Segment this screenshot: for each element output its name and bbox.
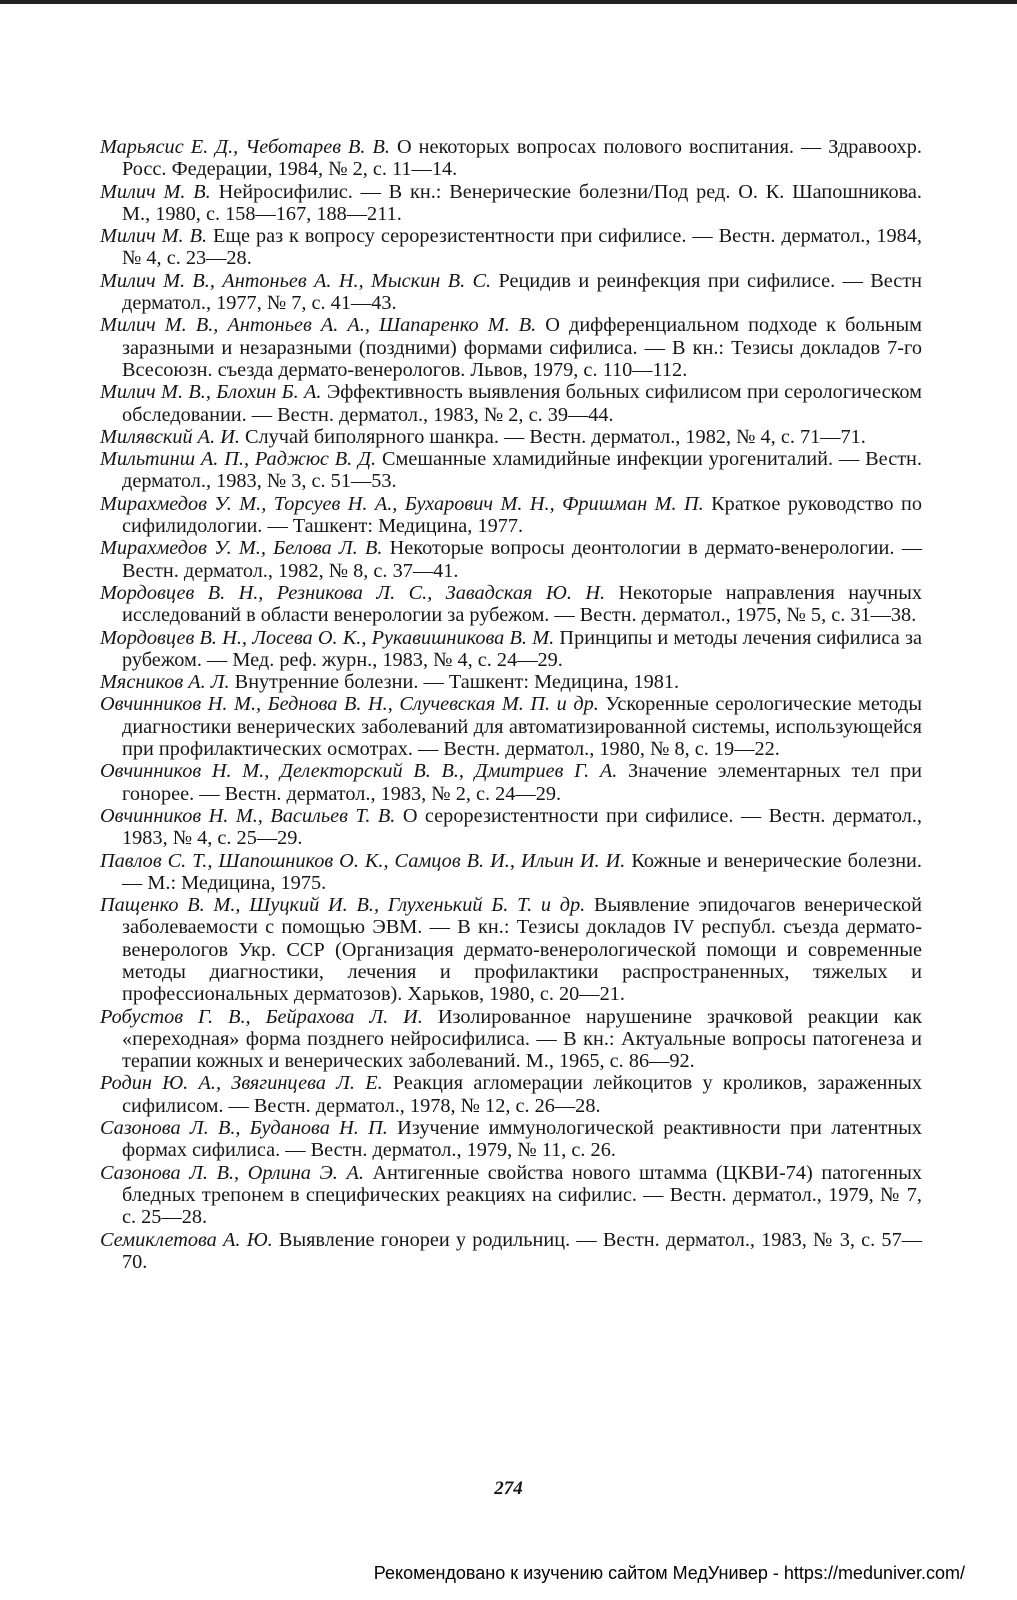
reference-entry — [100, 1006, 922, 1073]
reference-text: Эффективность выявления больных сифилисом при серологическом обследовании. — Вестн. дерматол., 1983, № 2, с. 39—44. — [122, 381, 922, 426]
reference-text: Принципы и методы лечения сифилиса за рубежом. — Мед. реф. журн., 1983, № 4, с. 24—29. — [122, 626, 922, 671]
reference-authors: Робустов Г. В., Бейрахова Л. И. — [100, 1005, 423, 1028]
reference-authors: Мирахмедов У. М., Белова Л. В. — [100, 537, 383, 560]
reference-entry — [100, 225, 922, 270]
reference-text: О дифференциальном подходе к больным заразными и незаразными (поздними) формами сифилиса. — В кн.: Тезисы докладов 7-го Всесоюзн. съезда дермато-венерологов. Львов, 1979, с. 110—112. — [122, 314, 922, 381]
reference-text: Реакция агломерации лейкоцитов у кроликов, зараженных сифилисом. — Вестн. дерматол., 1978, № 12, с. 26—28. — [122, 1072, 922, 1117]
reference-text: Некоторые вопросы деонтологии в дермато-венерологии. — Вестн. дерматол., 1982, № 8, с. 37—41. — [122, 537, 922, 582]
reference-text: О некоторых вопросах полового воспитания. — Здравоохр. Росс. Федерации, 1984, № 2, с. 11—14. — [122, 136, 922, 181]
reference-entry — [100, 1072, 922, 1117]
reference-entry — [100, 314, 922, 381]
reference-authors: Родин Ю. А., Звягинцева Л. Е. — [100, 1072, 383, 1095]
page-number: 274 — [494, 1478, 523, 1499]
reference-text: Нейросифилис. — В кн.: Венерические болезни/Под ред. О. К. Шапошникова. М., 1980, с. 158—167, 188—211. — [122, 180, 923, 225]
reference-text: Выявление эпидочагов венерической заболеваемости с помощью ЭВМ. — В кн.: Тезисы докладов IV республ. съезда дермато-венерологов Укр. ССР (Организация дермато-венерологической помощи и современные методы диагностики, лечения и профилактики распространенных, тяжелых и профессиональных дерматозов). Харьков, 1980, с. 20—21. — [122, 894, 922, 1006]
reference-authors: Пащенко В. М., Шуцкий И. В., Глухенький Б. Т. и др. — [100, 894, 586, 917]
reference-text: Еще раз к вопросу серорезистентности при сифилисе. — Вестн. дерматол., 1984, № 4, с. 23—28. — [122, 225, 922, 270]
reference-entry — [100, 537, 922, 582]
reference-authors: Мордовцев В. Н., Резникова Л. С., Завадская Ю. Н. — [100, 581, 606, 604]
reference-entry — [100, 671, 922, 693]
reference-entry — [100, 181, 922, 226]
reference-text: Изолированное нарушенине зрачковой реакции как «переходная» форма позднего нейросифилиса. — В кн.: Актуальные вопросы патогенеза и терапии кожных и венерических заболеваний. М., 1965, с. 86—92. — [122, 1005, 922, 1073]
reference-entry — [100, 1117, 922, 1162]
reference-text: Краткое руководство по сифилидологии. — Ташкент: Медицина, 1977. — [122, 492, 922, 538]
reference-authors: Мордовцев В. Н., Лосева О. К., Рукавишникова В. М. — [100, 626, 555, 649]
reference-authors: Семиклетова А. Ю. — [100, 1228, 273, 1251]
reference-authors: Милич М. В., Антоньев А. Н., Мыскин В. С. — [100, 269, 492, 292]
reference-text: Кожные и венерические болезни. — М.: Медицина, 1975. — [122, 849, 922, 894]
reference-entry — [100, 805, 922, 850]
reference-authors: Мильтинш А. П., Раджюс В. Д. — [100, 448, 377, 471]
reference-authors: Мясников А. Л. — [100, 671, 230, 694]
footer-recommendation[interactable]: Рекомендовано к изучению сайтом МедУнивер - https://meduniver.com/ — [373, 1563, 965, 1583]
reference-text: Изучение иммунологической реактивности при латентных формах сифилиса. — Вестн. дерматол., 1979, № 11, с. 26. — [122, 1117, 922, 1162]
reference-authors: Мирахмедов У. М., Торсуев Н. А., Бухарович М. Н., Фришман М. П. — [100, 492, 704, 515]
reference-entry — [100, 1229, 922, 1274]
reference-entry — [100, 894, 922, 1005]
reference-entry — [100, 448, 922, 493]
reference-authors: Сазонова Л. В., Буданова Н. П. — [100, 1117, 388, 1140]
reference-text: Антигенные свойства нового штамма (ЦКВИ-74) патогенных бледных трепонем в специфических реакциях на сифилис. — Вестн. дерматол., 1979, № 7, с. 25—28. — [122, 1161, 922, 1229]
reference-authors: Сазонова Л. В., Орлина Э. А. — [100, 1161, 364, 1184]
reference-entry — [100, 627, 922, 672]
reference-entry — [100, 493, 922, 538]
reference-entry — [100, 136, 922, 181]
reference-entry — [100, 760, 922, 805]
reference-authors: Милич М. В., Блохин Б. А. — [100, 381, 322, 404]
top-border — [0, 0, 1017, 4]
reference-authors: Овчинников Н. М., Беднова В. Н., Случевская М. П. и др. — [100, 693, 599, 716]
reference-text: О серорезистентности при сифилисе. — Вестн. дерматол., 1983, № 4, с. 25—29. — [122, 804, 923, 850]
reference-entry — [100, 426, 922, 448]
reference-authors: Овчинников Н. М., Делекторский В. В., Дмитриев Г. А. — [100, 760, 618, 783]
reference-text: Ускоренные серологические методы диагностики венерических заболеваний для автоматизированной системы, использующейся при профилактических осмотрах. — Вестн. дерматол., 1980, № 8, с. 19—22. — [122, 693, 922, 761]
reference-text: Значение элементарных тел при гонорее. — Вестн. дерматол., 1983, № 2, с. 24—29. — [122, 760, 922, 805]
reference-authors: Милич М. В., Антоньев А. А., Шапаренко М. В. — [100, 314, 537, 337]
reference-text: Рецидив и реинфекция при сифилисе. — Вестн дерматол., 1977, № 7, с. 41—43. — [122, 269, 922, 315]
reference-text: Некоторые направления научных исследований в области венерологии за рубежом. — Вестн. дерматол., 1975, № 5, с. 31—38. — [122, 581, 922, 627]
reference-authors: Марьясис Е. Д., Чеботарев В. В. — [100, 136, 390, 158]
reference-text: Внутренние болезни. — Ташкент: Медицина, 1981. — [229, 671, 680, 694]
reference-authors: Милич М. В. — [100, 180, 211, 203]
reference-entry — [100, 381, 922, 426]
reference-entry — [100, 693, 922, 760]
reference-entry — [100, 1162, 922, 1229]
reference-text: Выявление гонореи у родильниц. — Вестн. дерматол., 1983, № 3, с. 57—70. — [122, 1228, 922, 1273]
reference-authors: Милявский А. И. — [100, 425, 240, 448]
reference-entry — [100, 270, 922, 315]
reference-entry — [100, 582, 922, 627]
reference-text: Случай биполярного шанкра. — Вестн. дерматол., 1982, № 4, с. 71—71. — [239, 425, 866, 448]
reference-authors: Милич М. В. — [100, 225, 208, 248]
reference-authors: Павлов С. Т., Шапошников О. К., Самцов В. И., Ильин И. И. — [100, 849, 626, 872]
reference-authors: Овчинников Н. М., Васильев Т. В. — [100, 804, 396, 827]
reference-text: Смешанные хламидийные инфекции урогениталий. — Вестн. дерматол., 1983, № 3, с. 51—53. — [122, 448, 922, 493]
reference-entry — [100, 850, 922, 895]
reference-list — [100, 136, 922, 1273]
